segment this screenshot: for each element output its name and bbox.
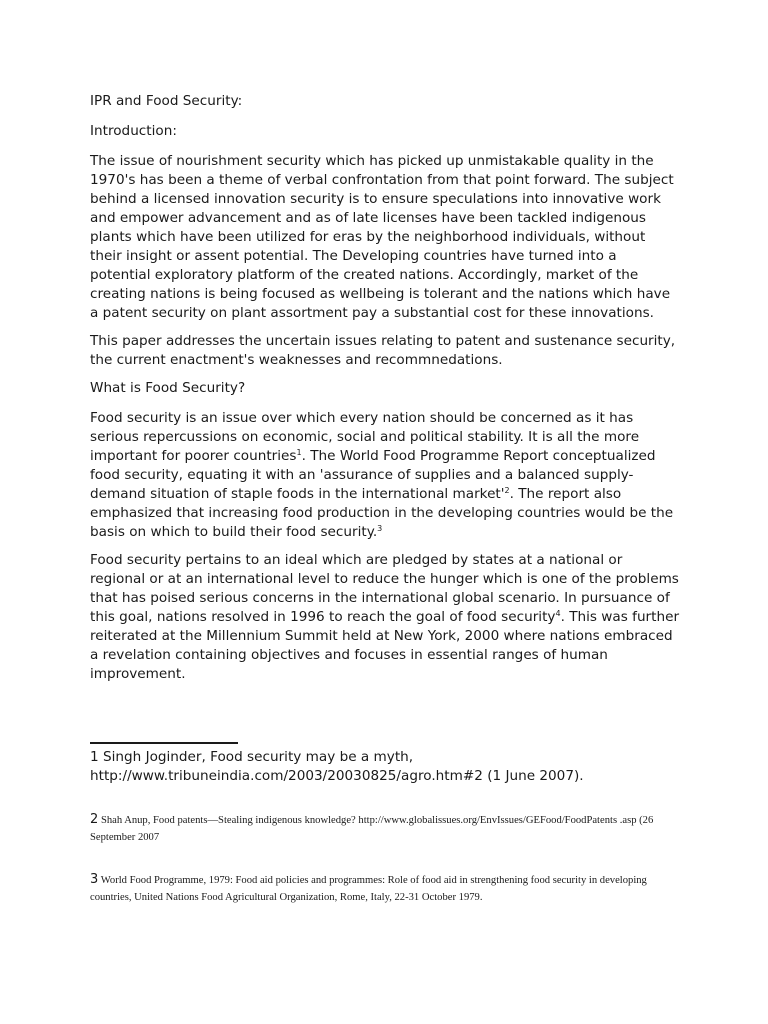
footnote-ref-2: 2 [504, 486, 510, 495]
food-security-paragraph-2 [90, 551, 680, 684]
footnote-1-text: Singh Joginder, Food security may be a myth, http://www.tribuneindia.com/2003/20030825/agro.htm#2 (1 June 2007). [90, 749, 584, 784]
footnote-2-number: 2 [90, 812, 99, 827]
fs-p1-text-3: . The report also emphasized that increasing food production in the developing countries would be the basis on which to build their food security. [90, 486, 674, 540]
fs-p2-text-2: . This was further reiterated at the Millennium Summit held at New York, 2000 where nations embraced a revelation containing objectives and focuses in essential ranges of human improvement. [90, 609, 680, 682]
intro-paragraph-2: This paper addresses the uncertain issues relating to patent and sustenance security, the current enactment's weaknesses and recommnedations. [90, 333, 676, 368]
footnote-3-text: World Food Programme, 1979: Food aid policies and programmes: Role of food aid in strengthening food security in developing countries, United Nations Food Agricultural Organization, Rome, Italy, 22-31 October 1979. [90, 875, 647, 903]
document-title: IPR and Food Security: [90, 93, 243, 109]
footnote-1-number: 1 [90, 749, 99, 765]
footnote-2-text: Shah Anup, Food patents—Stealing indigenous knowledge? http://www.globalissues.org/EnvIssues/GEFood/FoodPatents .asp (26 September 2007 [90, 815, 654, 843]
fs-p1-text-2: . The World Food Programme Report conceptualized food security, equating it with an 'assurance of supplies and a balanced supply-demand situation of staple foods in the international market' [90, 448, 656, 502]
document-body [90, 92, 680, 693]
footnote-1 [90, 748, 680, 786]
footnote-ref-4: 4 [555, 609, 561, 618]
fs-p1-text-1: Food security is an issue over which every nation should be concerned as it has serious repercussions on economic, social and political stability. It is all the more important for poorer countries [90, 410, 640, 464]
food-security-paragraph-1 [90, 409, 680, 542]
section-heading: What is Food Security? [90, 380, 246, 396]
footnote-3-number: 3 [90, 872, 99, 887]
intro-paragraph-1: The issue of nourishment security which has picked up unmistakable quality in the 1970's has been a theme of verbal confrontation from that point forward. The subject behind a licensed innovation security is to ensure speculations into innovative work and empower advancement and as of late licenses have been tackled indigenous plants which have been utilized for eras by the neighborhood individuals, without their insight or assent potential. The Developing countries have turned into a potential exploratory platform of the created nations. Accordingly, market of the creating nations is being focused as wellbeing is tolerant and the nations which have a patent security on plant assortment pay a substantial cost for these innovations. [90, 153, 674, 321]
footnote-ref-3: 3 [377, 524, 383, 533]
footnote-2 [90, 811, 680, 846]
footnote-3 [90, 871, 680, 906]
fs-p2-text-1: Food security pertains to an ideal which are pledged by states at a national or regional or at an international level to reduce the hunger which is one of the problems that has poised serious concerns in the international global scenario. In pursuance of this goal, nations resolved in 1996 to reach the goal of food security [90, 552, 679, 625]
footnote-separator [90, 742, 238, 744]
footnote-ref-1: 1 [296, 448, 302, 457]
introduction-heading: Introduction: [90, 123, 177, 139]
